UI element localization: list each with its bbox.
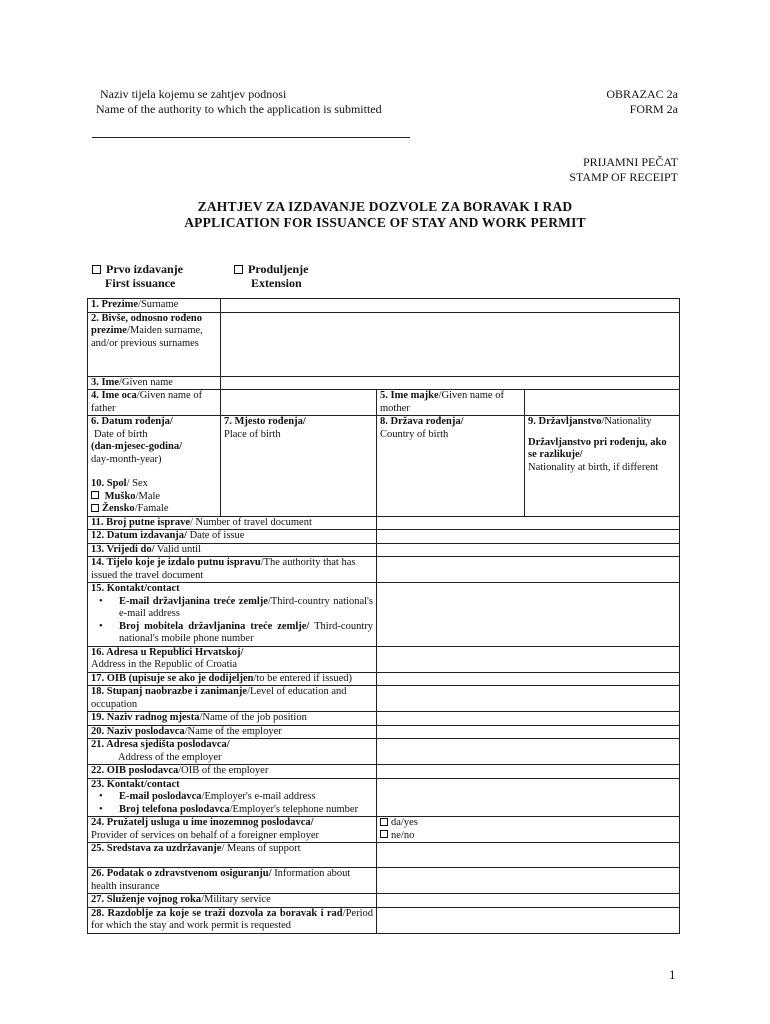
field-address-label: 16. Adresa u Republici Hrvatskoj/ Address in the Republic of Croatia <box>88 646 377 672</box>
contact-email-item: • E-mail državljanina treće zemlje/Third-country national's e-mail address <box>109 596 373 621</box>
authority-label-en: Name of the authority to which the application is submitted <box>96 102 382 116</box>
field-means-of-support-input[interactable] <box>377 843 680 868</box>
field-employer-name-label: 20. Naziv poslodavca/Name of the employer <box>88 725 377 739</box>
field-oib-input[interactable] <box>377 672 680 686</box>
table-row <box>88 312 680 376</box>
extension-option[interactable] <box>234 262 308 290</box>
field-employer-oib-label: 22. OIB poslodavca/OIB of the employer <box>88 765 377 779</box>
field-education-input[interactable] <box>377 686 680 712</box>
employer-phone-item: • Broj telefona poslodavca/Employer's telephone number <box>109 804 373 817</box>
field-service-provider-options <box>377 817 680 843</box>
field-birth-sex-cell: 6. Datum rođenja/ Date of birth (dan-mjesec-godina/ day-month-year) 10. Spol/ Sex Muško/Male Žensko/Famale <box>88 416 221 517</box>
field-permit-period-input[interactable] <box>377 907 680 933</box>
table-row <box>88 299 680 313</box>
employer-email-item: • E-mail poslodavca/Employer's e-mail address <box>109 791 373 804</box>
field-military-service-input[interactable] <box>377 894 680 908</box>
table-row <box>88 765 680 779</box>
stamp-block <box>480 155 678 185</box>
authority-label-hr: Naziv tijela kojemu se zahtjev podnosi <box>100 87 287 101</box>
field-place-of-birth-cell[interactable]: 7. Mjesto rođenja/ Place of birth <box>221 416 377 517</box>
field-address-input[interactable] <box>377 646 680 672</box>
first-issuance-checkbox[interactable] <box>92 265 101 274</box>
field-father-name-input[interactable] <box>221 390 377 416</box>
table-row <box>88 557 680 583</box>
field-sex-label: 10. Spol <box>91 478 127 489</box>
field-given-name-label: 3. Ime/Given name <box>88 376 221 390</box>
service-provider-no-option[interactable]: ne/no <box>380 830 676 843</box>
field-valid-until-label: 13. Vrijedi do/ Valid until <box>88 543 377 557</box>
application-form-table <box>87 298 680 934</box>
field-dob-format: (dan-mjesec-godina/ <box>91 441 182 452</box>
field-job-position-label: 19. Naziv radnog mjesta/Name of the job position <box>88 712 377 726</box>
extension-label-hr: Produljenje <box>248 262 309 276</box>
field-date-of-issue-input[interactable] <box>377 530 680 544</box>
authority-block <box>96 87 456 117</box>
first-issuance-option[interactable] <box>92 262 183 290</box>
field-employer-address-label: 21. Adresa sjedišta poslodavca/ Address of the employer <box>88 739 377 765</box>
service-provider-yes-option[interactable]: da/yes <box>380 817 676 830</box>
form-number-block <box>520 87 678 117</box>
first-issuance-label-en: First issuance <box>105 276 176 290</box>
stamp-label-hr: PRIJAMNI PEČAT <box>582 155 678 169</box>
field-permit-period-label: 28. Razdoblje za koje se traži dozvola za boravak i rad/Period for which the stay and work permit is requested <box>88 907 377 933</box>
field-nationality-cell[interactable]: 9. Državljanstvo/Nationality Državljanstvo pri rođenju, ako se razlikuje/ Nationality at birth, if different <box>525 416 680 517</box>
table-row <box>88 725 680 739</box>
field-dob-label-en: Date of birth <box>94 428 148 440</box>
field-means-of-support-label: 25. Sredstava za uzdržavanje/ Means of support <box>88 843 377 868</box>
field-employer-address-input[interactable] <box>377 739 680 765</box>
field-mother-name-input[interactable] <box>525 390 680 416</box>
sex-male-option[interactable]: Muško/Male <box>91 491 217 504</box>
table-row <box>88 907 680 933</box>
field-maiden-surname-label: 2. Bivše, odnosno rođeno prezime/Maiden surname, and/or previous surnames <box>88 312 221 376</box>
table-row <box>88 530 680 544</box>
table-row <box>88 390 680 416</box>
title-hr: ZAHTJEV ZA IZDAVANJE DOZVOLE ZA BORAVAK I RAD <box>197 199 573 214</box>
table-row <box>88 712 680 726</box>
no-checkbox[interactable] <box>380 830 388 838</box>
yes-checkbox[interactable] <box>380 818 388 826</box>
table-row <box>88 543 680 557</box>
field-issuing-authority-input[interactable] <box>377 557 680 583</box>
table-row <box>88 376 680 390</box>
field-education-label: 18. Stupanj naobrazbe i zanimanje/Level of education and occupation <box>88 686 377 712</box>
table-row <box>88 843 680 868</box>
field-mother-name-label: 5. Ime majke/Given name of mother <box>377 390 525 416</box>
field-surname-label: 1. Prezime/Surname <box>88 299 221 313</box>
table-row <box>88 583 680 647</box>
table-row <box>88 894 680 908</box>
field-dob-label: 6. Datum rođenja/ <box>91 416 173 427</box>
field-travel-doc-number-input[interactable] <box>377 516 680 530</box>
field-issuing-authority-label: 14. Tijelo koje je izdalo putnu ispravu/The authority that has issued the travel document <box>88 557 377 583</box>
field-dob-format-en: day-month-year) <box>91 453 162 465</box>
table-row <box>88 739 680 765</box>
field-employer-contact-label: 23. Kontakt/contact • E-mail poslodavca/Employer's e-mail address • Broj telefona poslodavca/Employer's telephone number <box>88 778 377 817</box>
field-father-name-label: 4. Ime oca/Given name of father <box>88 390 221 416</box>
title-en: APPLICATION FOR ISSUANCE OF STAY AND WORK PERMIT <box>184 214 586 230</box>
table-row <box>88 416 680 517</box>
field-employer-name-input[interactable] <box>377 725 680 739</box>
sex-female-option[interactable]: Žensko/Famale <box>91 503 217 516</box>
form-number-hr: OBRAZAC 2a <box>606 87 678 101</box>
extension-checkbox[interactable] <box>234 265 243 274</box>
female-checkbox[interactable] <box>91 504 99 512</box>
field-contact-label: 15. Kontakt/contact • E-mail državljanina treće zemlje/Third-country national's e-mail address • Broj mobitela državljanina treće zemlje/ Third-country national's mobile phone number <box>88 583 377 647</box>
table-row <box>88 672 680 686</box>
field-service-provider-label: 24. Pružatelj usluga u ime inozemnog poslodavca/ Provider of services on behalf of a foreigner employer <box>88 817 377 843</box>
field-maiden-surname-input[interactable] <box>221 312 680 376</box>
first-issuance-label-hr: Prvo izdavanje <box>106 262 183 276</box>
stamp-label-en: STAMP OF RECEIPT <box>569 170 678 184</box>
contact-phone-item: • Broj mobitela državljanina treće zemlje/ Third-country national's mobile phone number <box>109 621 373 646</box>
field-health-insurance-input[interactable] <box>377 868 680 894</box>
field-contact-input[interactable] <box>377 583 680 647</box>
table-row <box>88 646 680 672</box>
field-health-insurance-label: 26. Podatak o zdravstvenom osiguranju/ Information about health insurance <box>88 868 377 894</box>
table-row <box>88 868 680 894</box>
form-number-en: FORM 2a <box>629 102 678 116</box>
field-country-of-birth-cell[interactable]: 8. Država rođenja/ Country of birth <box>377 416 525 517</box>
field-employer-oib-input[interactable] <box>377 765 680 779</box>
table-row <box>88 516 680 530</box>
field-oib-label: 17. OIB (upisuje se ako je dodijeljen/to be entered if issued) <box>88 672 377 686</box>
field-date-of-issue-label: 12. Datum izdavanja/ Date of issue <box>88 530 377 544</box>
male-checkbox[interactable] <box>91 491 99 499</box>
table-row <box>88 778 680 817</box>
field-valid-until-input[interactable] <box>377 543 680 557</box>
table-row <box>88 817 680 843</box>
field-travel-doc-number-label: 11. Broj putne isprave/ Number of travel document <box>88 516 377 530</box>
table-row <box>88 686 680 712</box>
field-military-service-label: 27. Služenje vojnog roka/Military service <box>88 894 377 908</box>
page-number: 1 <box>669 967 676 982</box>
field-employer-contact-input[interactable] <box>377 778 680 817</box>
field-job-position-input[interactable] <box>377 712 680 726</box>
authority-line <box>92 137 410 138</box>
field-surname-input[interactable] <box>221 299 680 313</box>
extension-label-en: Extension <box>251 276 302 290</box>
page-title <box>87 199 683 230</box>
field-given-name-input[interactable] <box>221 376 680 390</box>
